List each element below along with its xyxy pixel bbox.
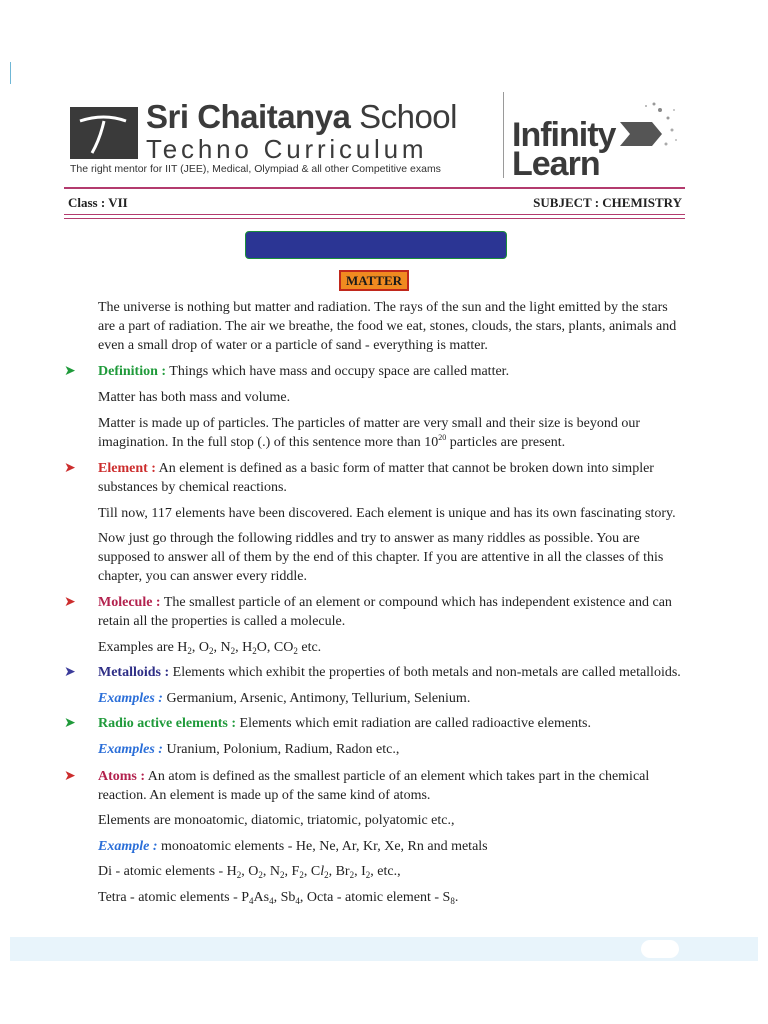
mol-ex-part: , H	[235, 640, 253, 655]
di-prefix: Di - atomic elements - H	[98, 864, 237, 879]
di-italic-l: l	[320, 864, 325, 879]
element-item	[98, 459, 688, 497]
subscript: 4	[269, 896, 274, 906]
radioactive-text: Elements which emit radiation are called radioactive elements.	[236, 716, 591, 731]
mol-ex-part: etc.	[297, 640, 322, 655]
di-part: , etc.,	[370, 864, 401, 879]
subscript: 2	[236, 870, 242, 880]
school-logo	[70, 107, 138, 159]
metalloids-item	[98, 663, 688, 682]
subscript: 2	[280, 870, 285, 880]
definition-item	[98, 362, 688, 381]
brand-tagline: The right mentor for IIT (JEE), Medical, Olympiad & all other Competitive exams	[70, 163, 441, 175]
tetra-part: As	[253, 890, 270, 905]
arrow-bullet-icon: ➤	[64, 769, 76, 784]
di-part: , N	[262, 864, 281, 879]
subscript: 2	[293, 646, 298, 656]
radioactive-examples-text: Uranium, Polonium, Radium, Radon etc.,	[162, 742, 400, 757]
tetra-end: .	[454, 890, 459, 905]
arrow-bullet-icon: ➤	[64, 665, 76, 680]
di-part: , C	[303, 864, 321, 879]
examples-label: Examples :	[98, 691, 163, 706]
molecule-item	[98, 593, 688, 631]
element-term: Element :	[98, 461, 156, 476]
arrow-bullet-icon: ➤	[64, 364, 76, 379]
subscript: 2	[324, 870, 329, 880]
subscript: 2	[365, 870, 371, 880]
subscript: 2	[230, 646, 236, 656]
definition-text: Things which have mass and occupy space are called matter.	[166, 364, 510, 379]
brand-name-school: School	[359, 98, 457, 135]
metalloids-text: Elements which exhibit the properties of both metals and non-metals are called metalloids.	[169, 665, 681, 680]
riddles-paragraph: Now just go through the following riddles and try to answer as many riddles as possible. You are supposed to answer all of them by the end of this chapter. If you are attentive in all the classes of this chapter, you can answer every riddle.	[98, 531, 664, 584]
metalloids-examples-text: Germanium, Arsenic, Antimony, Tellurium, Selenium.	[162, 691, 471, 706]
arrow-bullet-icon: ➤	[64, 461, 76, 476]
particles-text-a: Matter is made up of particles. The particles of matter are very small and their size is beyond our imagination. In the full stop (.) of this sentence more than 10	[98, 416, 641, 450]
tetra-part: , Sb	[273, 890, 296, 905]
arrow-bullet-icon: ➤	[64, 595, 76, 610]
subscript: 2	[299, 870, 304, 880]
examples-label: Examples :	[98, 742, 163, 757]
subscript: 4	[295, 896, 300, 906]
particles-exponent: 20	[438, 433, 447, 442]
particles-text-b: particles are present.	[446, 435, 566, 450]
elements-count-text: Till now, 117 elements have been discovered. Each element is unique and has its own fascinating story.	[98, 506, 676, 521]
subscript: 2	[349, 870, 355, 880]
intro-paragraph: The universe is nothing but matter and radiation. The rays of the sun and the light emitted by the stars are a part of radiation. The air we breathe, the food we eat, stones, clouds, the stars, plants, animals and even a small drop of water or a particle of sand - everything is matter.	[98, 300, 677, 353]
page-edge-mark	[10, 62, 11, 84]
di-part: , O	[241, 864, 259, 879]
example-label: Example :	[98, 839, 158, 854]
subscript: 4	[249, 896, 254, 906]
metalloids-term: Metalloids :	[98, 665, 170, 680]
metalloids-examples	[98, 689, 688, 708]
brand-name	[146, 98, 457, 136]
partner-logo-line2: Learn	[512, 145, 600, 183]
page-number-pill	[641, 940, 679, 958]
di-part: , F	[284, 864, 300, 879]
arrow-bullet-icon: ➤	[64, 716, 76, 731]
header-rule	[64, 187, 685, 189]
section-tag: MATTER	[339, 270, 409, 291]
atomicity-text: Elements are monoatomic, diatomic, triatomic, polyatomic etc.,	[98, 813, 455, 828]
subscript: 2	[187, 646, 192, 656]
tetra-octa-example	[98, 888, 688, 907]
monoatomic-text: monoatomic elements - He, Ne, Ar, Kr, Xe, Rn and metals	[157, 839, 488, 854]
mol-ex-part: O, CO	[256, 640, 294, 655]
mol-ex-part: , N	[213, 640, 231, 655]
radioactive-term: Radio active elements :	[98, 716, 237, 731]
atoms-text: An atom is defined as the smallest particle of an element which takes part in the chemical reaction. An element is made up of the same kind of atoms.	[98, 769, 650, 803]
diatomic-example	[98, 862, 688, 881]
subscript: 8	[450, 896, 455, 906]
definition-term: Definition :	[98, 364, 167, 379]
logo-swoosh-icon	[70, 107, 138, 159]
molecule-examples	[98, 638, 688, 657]
chapter-title-banner	[245, 231, 507, 259]
particles-paragraph	[98, 414, 688, 452]
di-part: , Br	[328, 864, 350, 879]
monoatomic-example	[98, 837, 688, 856]
mol-ex-prefix: Examples are H	[98, 640, 188, 655]
mass-volume-text: Matter has both mass and volume.	[98, 390, 291, 405]
subscript: 2	[252, 646, 257, 656]
partner-logo-arrow-icon	[600, 96, 680, 166]
element-text: An element is defined as a basic form of matter that cannot be broken down into simpler substances by chemical reactions.	[98, 461, 654, 495]
atoms-term: Atoms :	[98, 769, 146, 784]
brand-subtitle: Techno Curriculum	[146, 134, 428, 164]
tetra-part: , Octa - atomic element - S	[299, 890, 451, 905]
radioactive-item	[98, 714, 688, 733]
subject-label: SUBJECT : CHEMISTRY	[533, 195, 682, 210]
subscript: 2	[209, 646, 214, 656]
molecule-term: Molecule :	[98, 595, 161, 610]
tetra-prefix: Tetra - atomic elements - P	[98, 890, 250, 905]
mol-ex-part: , O	[191, 640, 210, 655]
class-label: Class : VII	[68, 195, 128, 210]
brand-name-bold: Sri Chaitanya	[146, 98, 351, 135]
meta-rule-2	[64, 218, 685, 219]
subscript: 2	[258, 870, 263, 880]
partner-logo-line1: Infinity	[512, 116, 616, 154]
meta-rule-1	[64, 214, 685, 215]
header-divider	[503, 92, 504, 178]
di-part: , I	[354, 864, 366, 879]
atoms-item	[98, 767, 688, 805]
molecule-text: The smallest particle of an element or compound which has independent existence and can retain all the properties is called a molecule.	[98, 595, 672, 629]
radioactive-examples	[98, 740, 688, 759]
